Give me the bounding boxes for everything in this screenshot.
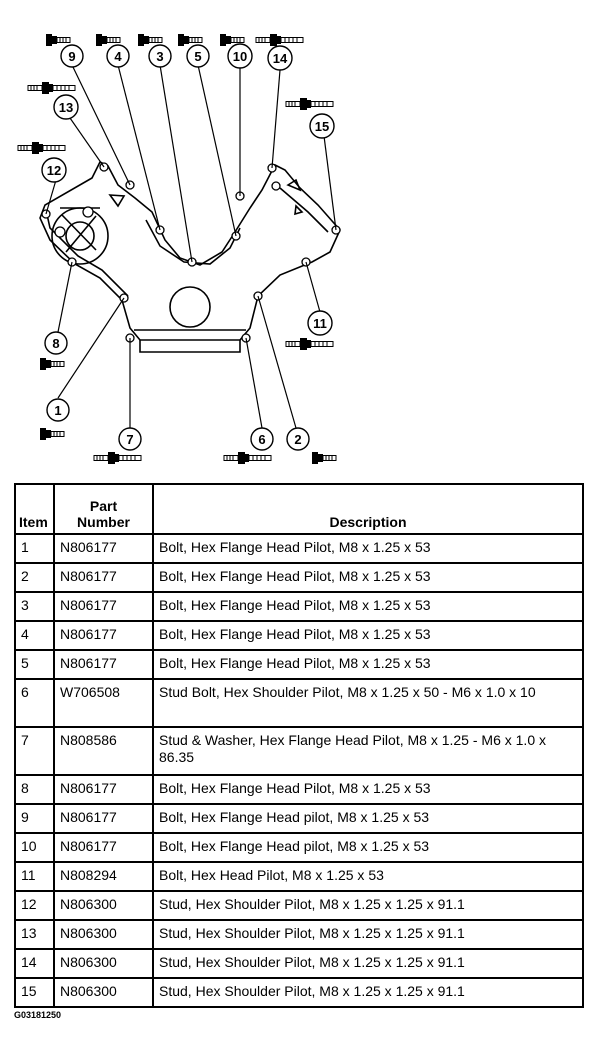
stud-icon xyxy=(28,82,75,94)
part-number-cell: N806177 xyxy=(54,592,153,621)
callout-1 xyxy=(47,399,69,421)
svg-text:9: 9 xyxy=(68,49,76,64)
description-cell: Bolt, Hex Flange Head Pilot, M8 x 1.25 x 53 xyxy=(153,621,583,650)
part-number-cell: N806300 xyxy=(54,920,153,949)
item-cell: 7 xyxy=(15,727,54,775)
description-cell: Bolt, Hex Flange Head Pilot, M8 x 1.25 x 53 xyxy=(153,775,583,804)
callout-3 xyxy=(149,45,171,67)
table-header-row xyxy=(15,484,583,534)
stud-icon xyxy=(286,338,333,350)
item-cell: 5 xyxy=(15,650,54,679)
description-cell: Bolt, Hex Flange Head Pilot, M8 x 1.25 x 53 xyxy=(153,534,583,563)
callout-8 xyxy=(45,332,67,354)
svg-text:12: 12 xyxy=(46,163,62,178)
part-number-cell: N806300 xyxy=(54,891,153,920)
bolt-icon xyxy=(138,34,162,46)
description-cell: Stud Bolt, Hex Shoulder Pilot, M8 x 1.25 x 50 - M6 x 1.0 x 10 xyxy=(153,679,583,727)
bolt-icon xyxy=(40,428,64,440)
table-row xyxy=(15,621,583,650)
description-cell: Bolt, Hex Flange Head Pilot, M8 x 1.25 x 53 xyxy=(153,592,583,621)
front-cover-outline xyxy=(40,162,340,352)
item-cell: 1 xyxy=(15,534,54,563)
header-part-number: Part Number xyxy=(54,484,153,534)
svg-text:2: 2 xyxy=(294,432,302,447)
part-number-cell: N806177 xyxy=(54,775,153,804)
description-cell: Bolt, Hex Flange Head pilot, M8 x 1.25 x 53 xyxy=(153,833,583,862)
stud-icon xyxy=(224,452,271,464)
table-row xyxy=(15,592,583,621)
stud-icon xyxy=(256,34,303,46)
part-number-cell: N806300 xyxy=(54,949,153,978)
callout-5 xyxy=(187,45,209,67)
item-cell: 2 xyxy=(15,563,54,592)
image-code: G03181250 xyxy=(14,1010,62,1020)
item-cell: 6 xyxy=(15,679,54,727)
stud-icon xyxy=(286,98,333,110)
svg-text:5: 5 xyxy=(194,49,202,64)
callout-15 xyxy=(310,114,334,138)
table-row xyxy=(15,949,583,978)
svg-text:15: 15 xyxy=(314,119,330,134)
table-row xyxy=(15,534,583,563)
svg-text:14: 14 xyxy=(272,51,288,66)
svg-text:4: 4 xyxy=(114,49,122,64)
callout-2 xyxy=(287,428,309,450)
callout-9 xyxy=(61,45,83,67)
callout-11 xyxy=(308,311,332,335)
part-number-cell: N806177 xyxy=(54,534,153,563)
item-cell: 8 xyxy=(15,775,54,804)
part-number-cell: N806177 xyxy=(54,621,153,650)
engine-front-cover-diagram xyxy=(0,0,600,480)
part-number-cell: N808586 xyxy=(54,727,153,775)
svg-text:1: 1 xyxy=(54,403,62,418)
item-cell: 15 xyxy=(15,978,54,1007)
svg-text:11: 11 xyxy=(313,316,327,331)
callout-10 xyxy=(228,44,252,68)
description-cell: Stud & Washer, Hex Flange Head Pilot, M8 x 1.25 - M6 x 1.0 x 86.35 xyxy=(153,727,583,775)
item-cell: 13 xyxy=(15,920,54,949)
stud-icon xyxy=(94,452,141,464)
description-cell: Stud, Hex Shoulder Pilot, M8 x 1.25 x 1.25 x 91.1 xyxy=(153,949,583,978)
callout-4 xyxy=(107,45,129,67)
part-number-cell: N808294 xyxy=(54,862,153,891)
callout-7 xyxy=(119,428,141,450)
svg-text:3: 3 xyxy=(156,49,164,64)
item-cell: 9 xyxy=(15,804,54,833)
part-number-cell: N806177 xyxy=(54,833,153,862)
part-number-cell: N806300 xyxy=(54,978,153,1007)
stud-icon xyxy=(18,142,65,154)
bolt-icon xyxy=(96,34,120,46)
part-number-cell: W706508 xyxy=(54,679,153,727)
svg-text:10: 10 xyxy=(232,49,248,64)
item-cell: 11 xyxy=(15,862,54,891)
table-row xyxy=(15,563,583,592)
part-number-cell: N806177 xyxy=(54,650,153,679)
svg-text:8: 8 xyxy=(52,336,60,351)
item-cell: 10 xyxy=(15,833,54,862)
table-row xyxy=(15,891,583,920)
description-cell: Bolt, Hex Flange Head pilot, M8 x 1.25 x 53 xyxy=(153,804,583,833)
table-row xyxy=(15,775,583,804)
bolt-icon xyxy=(312,452,336,464)
table-row xyxy=(15,679,583,727)
parts-table xyxy=(14,483,584,1008)
part-number-cell: N806177 xyxy=(54,804,153,833)
table-row xyxy=(15,978,583,1007)
header-item: Item xyxy=(15,484,54,534)
item-cell: 12 xyxy=(15,891,54,920)
table-row xyxy=(15,650,583,679)
part-number-cell: N806177 xyxy=(54,563,153,592)
table-row xyxy=(15,920,583,949)
description-cell: Bolt, Hex Head Pilot, M8 x 1.25 x 53 xyxy=(153,862,583,891)
svg-text:7: 7 xyxy=(126,432,134,447)
item-cell: 14 xyxy=(15,949,54,978)
svg-text:13: 13 xyxy=(58,100,74,115)
item-cell: 3 xyxy=(15,592,54,621)
description-cell: Stud, Hex Shoulder Pilot, M8 x 1.25 x 1.25 x 91.1 xyxy=(153,920,583,949)
description-cell: Stud, Hex Shoulder Pilot, M8 x 1.25 x 1.25 x 91.1 xyxy=(153,891,583,920)
callout-12 xyxy=(42,158,66,182)
bolt-icon xyxy=(40,358,64,370)
item-cell: 4 xyxy=(15,621,54,650)
svg-text:6: 6 xyxy=(258,432,266,447)
description-cell: Stud, Hex Shoulder Pilot, M8 x 1.25 x 1.25 x 91.1 xyxy=(153,978,583,1007)
callout-6 xyxy=(251,428,273,450)
callout-13 xyxy=(54,95,78,119)
table-row xyxy=(15,833,583,862)
bolt-icon xyxy=(178,34,202,46)
header-description: Description xyxy=(153,484,583,534)
description-cell: Bolt, Hex Flange Head Pilot, M8 x 1.25 x 53 xyxy=(153,650,583,679)
table-row xyxy=(15,804,583,833)
description-cell: Bolt, Hex Flange Head Pilot, M8 x 1.25 x 53 xyxy=(153,563,583,592)
bolt-icon xyxy=(46,34,70,46)
table-row xyxy=(15,727,583,775)
table-row xyxy=(15,862,583,891)
callout-14 xyxy=(268,46,292,70)
